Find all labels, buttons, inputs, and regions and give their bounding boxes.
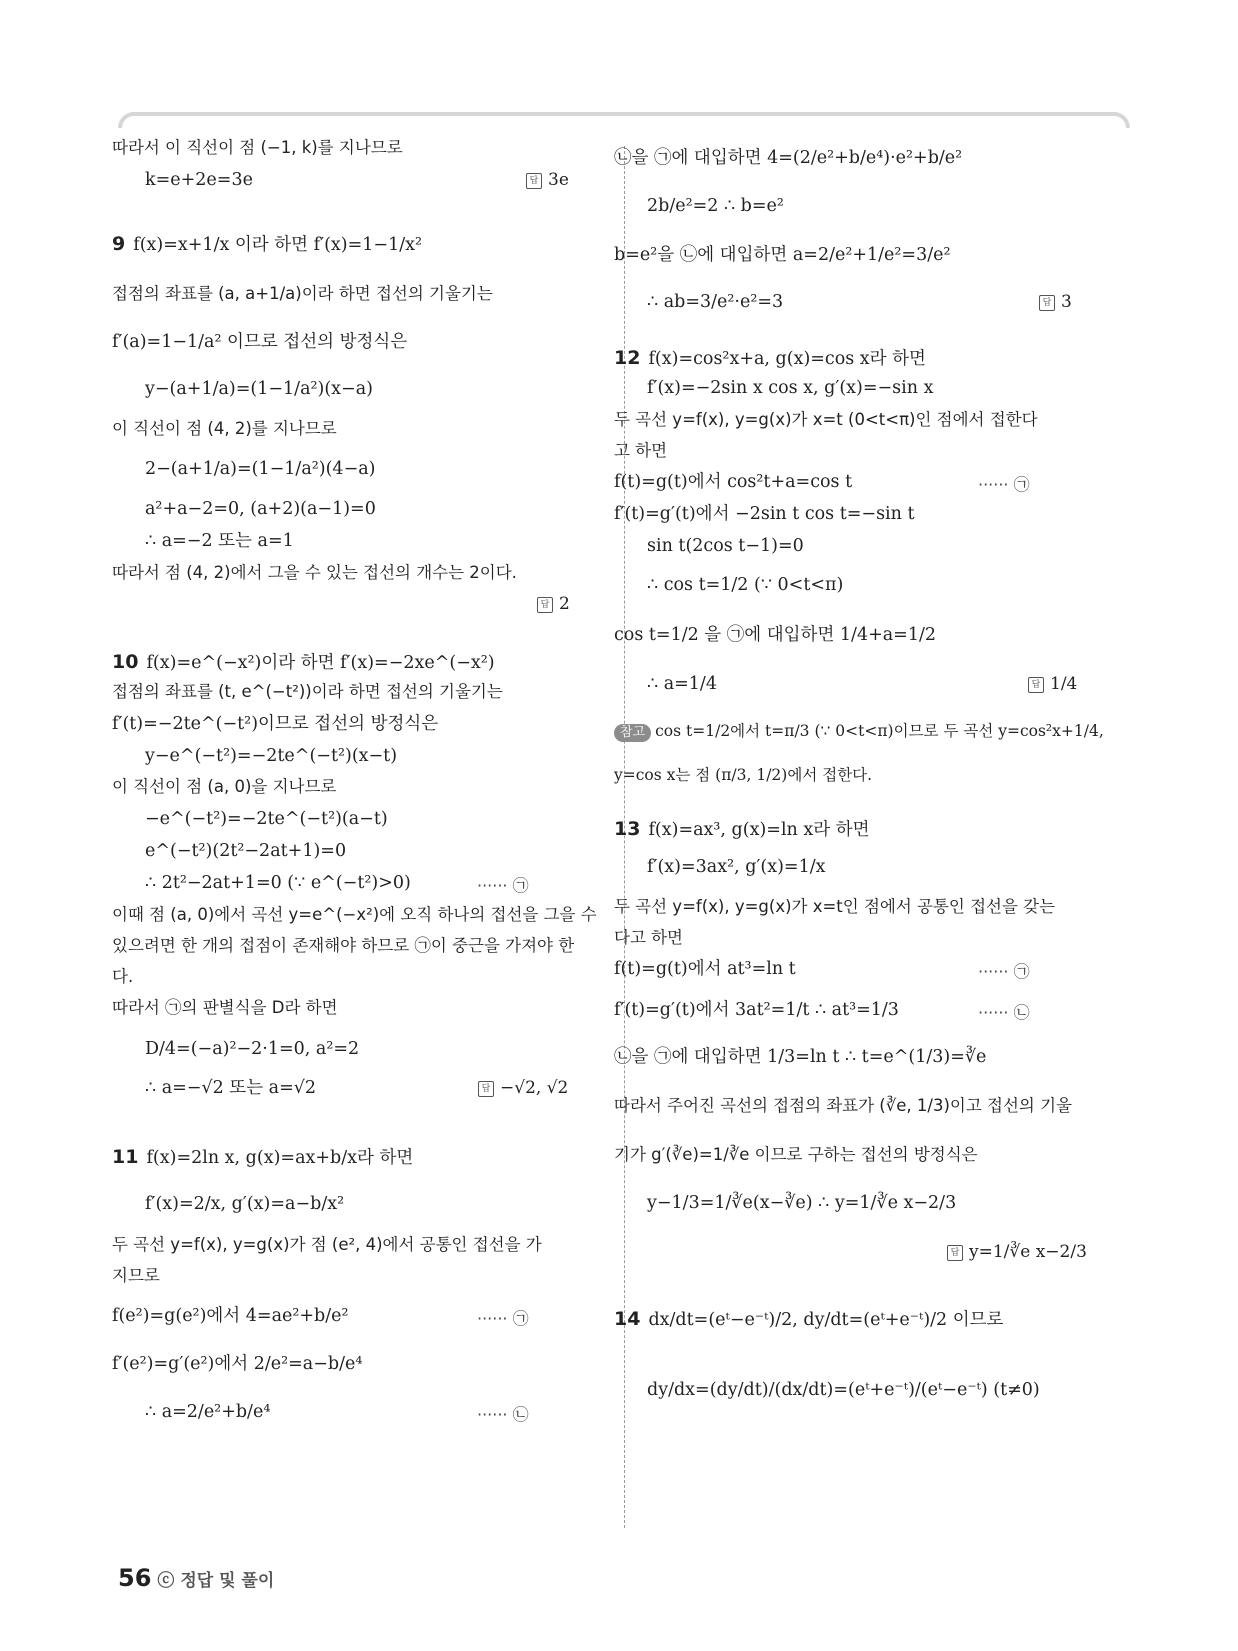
- equation: f(t)=g(t)에서 at³=ln t: [614, 959, 796, 979]
- note-badge: 참고: [614, 724, 651, 742]
- text-line: 따라서 ㉠의 판별식을 D라 하면: [112, 998, 338, 1017]
- problem-13-header: [614, 817, 870, 842]
- problem-number: 12: [614, 347, 641, 369]
- text-line: 다.: [112, 967, 134, 986]
- text-line: 따라서 주어진 곡선의 접점의 좌표가 (∛e, 1/3)이고 접선의 기울: [614, 1096, 1072, 1115]
- equation: −e^(−t²)=−2te^(−t²)(a−t): [145, 809, 388, 829]
- equation: 2−(a+1/a)=(1−1/a²)(4−a): [145, 459, 376, 479]
- equation: f(x)=ax³, g(x)=ln x라 하면: [648, 820, 870, 840]
- text-line: 접점의 좌표를 (a, a+1/a)이라 하면 접선의 기울기는: [112, 284, 493, 303]
- answer-value: 1/4: [1050, 674, 1078, 694]
- note-line: [614, 719, 1104, 743]
- answer-12: [1028, 672, 1077, 696]
- answer-13: [947, 1240, 1087, 1264]
- text-line: 다고 하면: [614, 928, 684, 947]
- answer-value: −√2, √2: [500, 1078, 569, 1098]
- answer-value: 3e: [548, 170, 569, 190]
- equation: D/4=(−a)²−2·1=0, a²=2: [145, 1039, 360, 1059]
- equation: dx/dt=(eᵗ−e⁻ᵗ)/2, dy/dt=(eᵗ+e⁻ᵗ)/2 이므로: [648, 1310, 1004, 1330]
- text-line: 따라서 점 (4, 2)에서 그을 수 있는 접선의 개수는 2이다.: [112, 563, 517, 582]
- answer-value: 2: [559, 594, 570, 614]
- equation: sin t(2cos t−1)=0: [647, 536, 804, 556]
- page-number: 56: [118, 1564, 152, 1592]
- equation-tag: ······ ㉡: [978, 1003, 1030, 1022]
- equation-tag: ······ ㉠: [477, 1309, 529, 1328]
- equation: f(x)=2ln x, g(x)=ax+b/x라 하면: [146, 1148, 414, 1168]
- text-line: 지므로: [112, 1266, 160, 1285]
- equation-tag: ······ ㉡: [477, 1405, 529, 1424]
- equation: f(x)=cos²x+a, g(x)=cos x라 하면: [648, 349, 926, 369]
- equation: b=e²을 ㉡에 대입하면 a=2/e²+1/e²=3/e²: [614, 245, 951, 265]
- note-text: cos t=1/2에서 t=π/3 (∵ 0<t<π)이므로 두 곡선 y=cos²x+1/4,: [655, 722, 1104, 740]
- answer-8: [526, 168, 569, 192]
- equation: dy/dx=(dy/dt)/(dx/dt)=(eᵗ+e⁻ᵗ)/(eᵗ−e⁻ᵗ) (t≠0): [647, 1380, 1040, 1400]
- equation: ㉡을 ㉠에 대입하면 1/3=ln t ∴ t=e^(1/3)=∛e: [614, 1047, 987, 1067]
- text-line: 기가 g′(∛e)=1/∛e 이므로 구하는 접선의 방정식은: [614, 1145, 978, 1164]
- problem-9-header: [112, 232, 422, 257]
- note-line: y=cos x는 점 (π/3, 1/2)에서 접한다.: [614, 766, 873, 784]
- equation: ∴ 2t²−2at+1=0 (∵ e^(−t²)>0): [145, 873, 411, 893]
- problem-number: 9: [112, 233, 126, 255]
- problem-10-header: [112, 650, 495, 675]
- text-line: 이때 점 (a, 0)에서 곡선 y=e^(−x²)에 오직 하나의 접선을 그을 수: [112, 905, 597, 924]
- answer-icon: 답: [526, 173, 542, 189]
- equation: ∴ a=−√2 또는 a=√2: [145, 1078, 317, 1098]
- problem-14-header: [614, 1307, 1003, 1332]
- equation: ∴ a=2/e²+b/e⁴: [145, 1402, 271, 1422]
- equation-tag: ······ ㉠: [978, 962, 1030, 981]
- answer-icon: 답: [537, 597, 553, 613]
- equation: ∴ ab=3/e²·e²=3: [647, 292, 784, 312]
- text-line: f′(t)=−2te^(−t²)이므로 접선의 방정식은: [112, 714, 439, 734]
- text-line: 두 곡선 y=f(x), y=g(x)가 점 (e², 4)에서 공통인 접선을 가: [112, 1235, 542, 1254]
- equation: a²+a−2=0, (a+2)(a−1)=0: [145, 499, 376, 519]
- equation: ∴ cos t=1/2 (∵ 0<t<π): [647, 575, 844, 595]
- equation: f′(t)=g′(t)에서 −2sin t cos t=−sin t: [614, 504, 915, 524]
- equation: ∴ a=−2 또는 a=1: [145, 531, 294, 551]
- equation-tag: ······ ㉠: [978, 475, 1030, 494]
- answer-icon: 답: [1028, 677, 1044, 693]
- problem-11-header: [112, 1145, 413, 1170]
- answer-value: 3: [1061, 292, 1072, 312]
- problem-12-header: [614, 346, 926, 371]
- answer-9: [537, 592, 570, 616]
- equation: f(x)=x+1/x 이라 하면 f′(x)=1−1/x²: [133, 235, 422, 255]
- equation: 2b/e²=2 ∴ b=e²: [647, 196, 784, 216]
- answer-value: y=1/∛e x−2/3: [969, 1242, 1087, 1262]
- equation: k=e+2e=3e: [145, 170, 253, 190]
- problem-number: 14: [614, 1308, 641, 1330]
- equation: f′(t)=g′(t)에서 3at²=1/t ∴ at³=1/3: [614, 1000, 899, 1020]
- text-line: f′(a)=1−1/a² 이므로 접선의 방정식은: [112, 332, 408, 352]
- answer-11: [1039, 290, 1072, 314]
- equation: ㉡을 ㉠에 대입하면 4=(2/e²+b/e⁴)·e²+b/e²: [614, 148, 963, 168]
- equation: y−1/3=1/∛e(x−∛e) ∴ y=1/∛e x−2/3: [647, 1193, 957, 1213]
- equation: e^(−t²)(2t²−2at+1)=0: [145, 841, 347, 861]
- text-line: 두 곡선 y=f(x), y=g(x)가 x=t (0<t<π)인 점에서 접한다: [614, 410, 1038, 429]
- problem-number: 13: [614, 818, 641, 840]
- equation: ∴ a=1/4: [647, 674, 717, 694]
- equation: f(x)=e^(−x²)이라 하면 f′(x)=−2xe^(−x²): [146, 653, 495, 673]
- text-line: 이 직선이 점 (a, 0)을 지나므로: [112, 777, 337, 796]
- answer-icon: 답: [1039, 295, 1055, 311]
- equation: y−e^(−t²)=−2te^(−t²)(x−t): [145, 746, 398, 766]
- equation: f(e²)=g(e²)에서 4=ae²+b/e²: [112, 1306, 349, 1326]
- equation: f′(e²)=g′(e²)에서 2/e²=a−b/e⁴: [112, 1354, 363, 1374]
- equation: f′(x)=−2sin x cos x, g′(x)=−sin x: [647, 378, 934, 398]
- equation: cos t=1/2 을 ㉠에 대입하면 1/4+a=1/2: [614, 625, 937, 645]
- answer-icon: 답: [478, 1081, 494, 1097]
- equation: f′(x)=3ax², g′(x)=1/x: [647, 857, 826, 877]
- text-line: 접점의 좌표를 (t, e^(−t²))이라 하면 접선의 기울기는: [112, 682, 503, 701]
- page-footer: [118, 1564, 274, 1592]
- equation-tag: ······ ㉠: [477, 876, 529, 895]
- equation: f(t)=g(t)에서 cos²t+a=cos t: [614, 472, 853, 492]
- equation: f′(x)=2/x, g′(x)=a−b/x²: [145, 1194, 345, 1214]
- footer-label: ⓒ 정답 및 풀이: [157, 1571, 275, 1591]
- equation: y−(a+1/a)=(1−1/a²)(x−a): [145, 379, 373, 399]
- text-line: 두 곡선 y=f(x), y=g(x)가 x=t인 점에서 공통인 접선을 갖는: [614, 897, 1056, 916]
- top-border: [118, 112, 1130, 128]
- text-line: 있으려면 한 개의 접점이 존재해야 하므로 ㉠이 중근을 가져야 한: [112, 936, 575, 955]
- text-line: 따라서 이 직선이 점 (−1, k)를 지나므로: [112, 138, 403, 157]
- text-line: 이 직선이 점 (4, 2)를 지나므로: [112, 419, 337, 438]
- answer-10: [478, 1076, 568, 1100]
- text-line: 고 하면: [614, 441, 668, 460]
- answer-icon: 답: [947, 1245, 963, 1261]
- problem-number: 11: [112, 1146, 139, 1168]
- problem-number: 10: [112, 651, 139, 673]
